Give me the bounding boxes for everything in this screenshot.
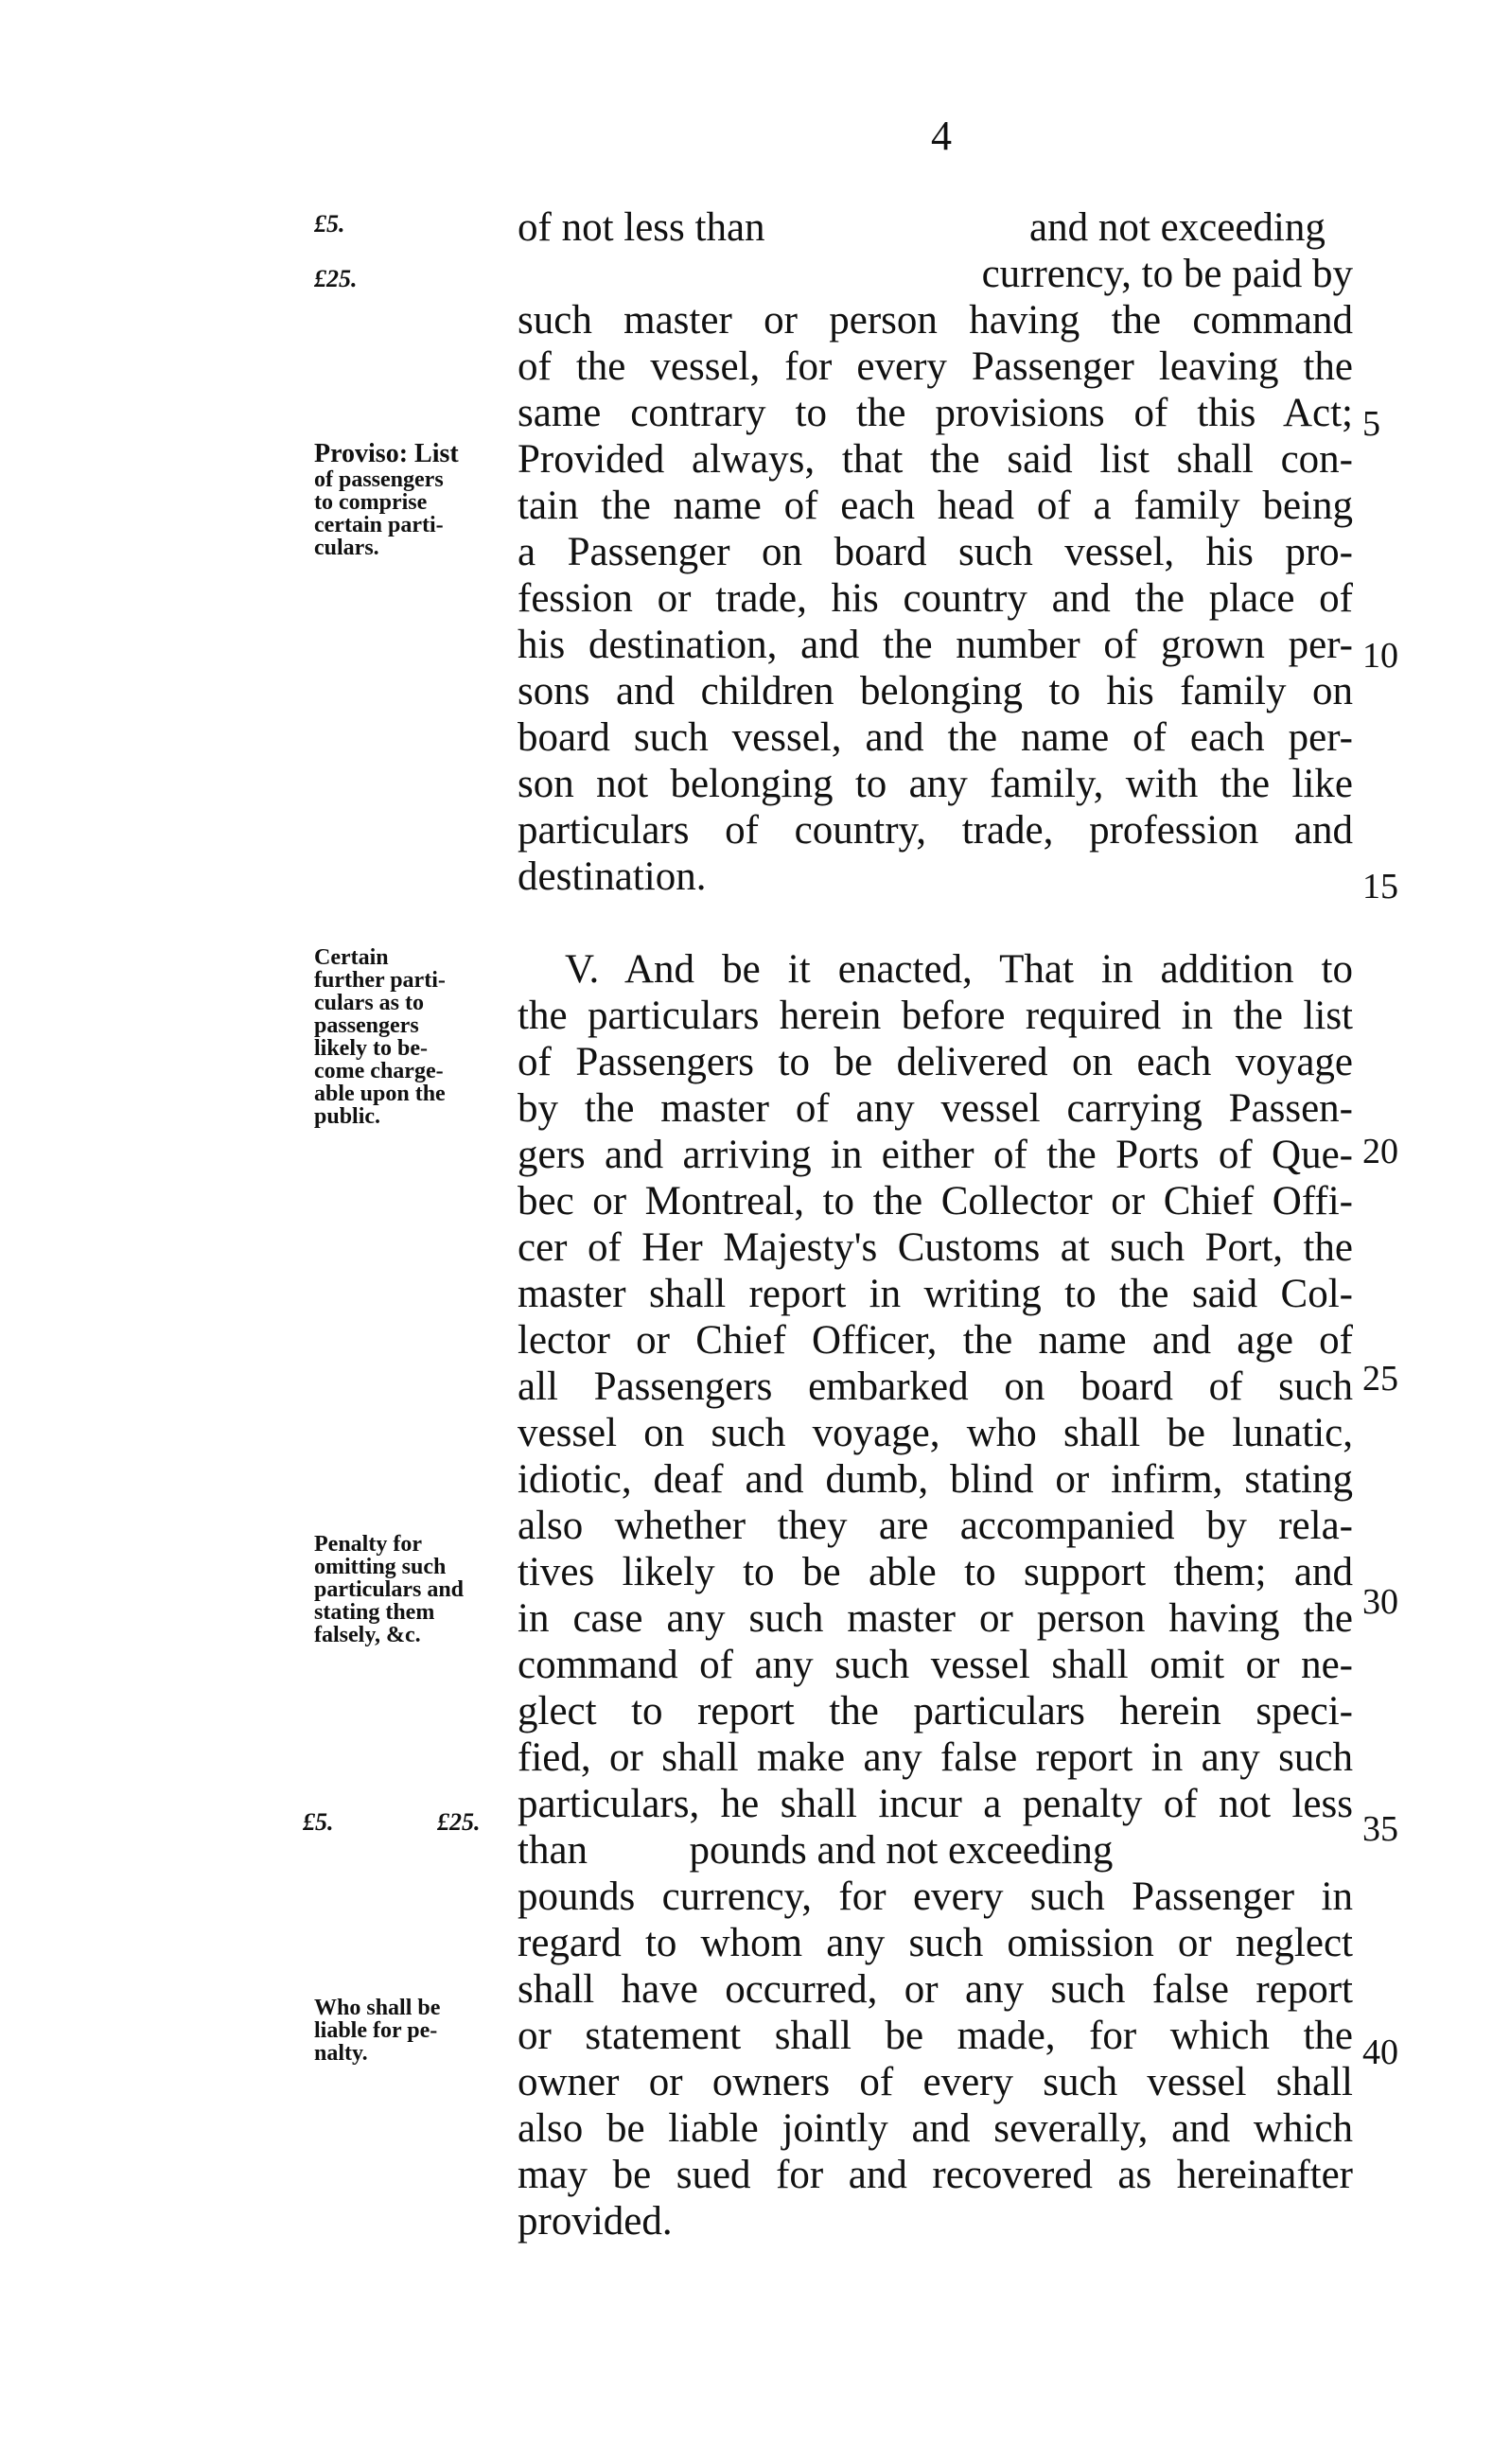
text-line: command of any such vessel shall omit or ne- xyxy=(518,1643,1353,1687)
text-line: all Passengers embarked on board of such xyxy=(518,1364,1353,1409)
text-line: owner or owners of every such vessel shall xyxy=(518,2060,1353,2104)
text-line: particulars, he shall incur a penalty of not less xyxy=(518,1782,1353,1826)
text-line: of Passengers to be delivered on each voyage xyxy=(518,1040,1353,1084)
sidenote-line: to comprise xyxy=(314,490,428,515)
line-number: 35 xyxy=(1362,1809,1398,1849)
sidenote-line: Certain xyxy=(314,945,389,970)
text-line: board such vessel, and the name of each per- xyxy=(518,715,1353,760)
text-line: pounds currency, for every such Passenger in xyxy=(518,1874,1353,1919)
sidenote-line: Penalty for xyxy=(314,1532,422,1557)
text-line: lector or Chief Officer, the name and age of xyxy=(518,1318,1353,1363)
text-line: of the vessel, for every Passenger leaving the xyxy=(518,344,1353,389)
sidenote-line: Proviso: List xyxy=(314,439,459,468)
text-line: glect to report the particulars herein speci- xyxy=(518,1689,1353,1734)
text-line: tives likely to be able to support them; and xyxy=(518,1550,1353,1594)
text-line: such master or person having the command xyxy=(518,298,1353,343)
text-line: Provided always, that the said list shall con- xyxy=(518,437,1353,482)
text-line: by the master of any vessel carrying Passen- xyxy=(518,1086,1353,1131)
amount-min-1: £5. xyxy=(314,210,345,238)
text-line: or statement shall be made, for which the xyxy=(518,2014,1353,2058)
sidenote-proviso xyxy=(314,440,503,559)
page-number: 4 xyxy=(931,113,952,159)
text-line: fied, or shall make any false report in any such xyxy=(518,1735,1353,1780)
sidenote-line: stating them xyxy=(314,1600,435,1625)
sidenote-line: of passengers xyxy=(314,467,444,492)
text-line: destination. xyxy=(518,854,707,899)
text-line: gers and arriving in either of the Ports of Que- xyxy=(518,1133,1353,1177)
text-line: in case any such master or person having the xyxy=(518,1596,1353,1641)
text-line: cer of Her Majesty's Customs at such Port, the xyxy=(518,1225,1353,1270)
line-number: 30 xyxy=(1362,1582,1398,1622)
text-line: V. And be it enacted, That in addition to xyxy=(565,947,1353,992)
sidenote-line: certain parti- xyxy=(314,513,444,537)
sidenote-line: Who shall be xyxy=(314,1996,441,2020)
text-line: master shall report in writing to the said Col- xyxy=(518,1272,1353,1316)
text-line: his destination, and the number of grown per- xyxy=(518,623,1353,667)
text-line: provided. xyxy=(518,2199,673,2244)
text-line: son not belonging to any family, with the like xyxy=(518,762,1353,806)
text-line: idiotic, deaf and dumb, blind or infirm, stating xyxy=(518,1457,1353,1502)
text-line: shall have occurred, or any such false report xyxy=(518,1967,1353,2012)
text-line: currency, to be paid by xyxy=(981,252,1353,296)
text-line: regard to whom any such omission or neglect xyxy=(518,1921,1353,1965)
line-number: 5 xyxy=(1362,404,1380,444)
sidenote-certain xyxy=(314,946,503,1128)
sidenote-line: come charge- xyxy=(314,1059,444,1083)
sidenote-who xyxy=(314,1997,503,2065)
sidenote-line: falsely, &c. xyxy=(314,1623,421,1647)
sidenote-line: likely to be- xyxy=(314,1036,428,1061)
text-line: may be sued for and recovered as hereinafter xyxy=(518,2153,1353,2197)
sidenote-line: able upon the xyxy=(314,1082,446,1106)
sidenote-penalty xyxy=(314,1533,503,1646)
line-number: 25 xyxy=(1362,1359,1398,1399)
sidenote-line: liable for pe- xyxy=(314,2018,438,2043)
text-line: also be liable jointly and severally, and which xyxy=(518,2106,1353,2151)
sidenote-line: culars. xyxy=(314,536,379,560)
sidenote-line: omitting such xyxy=(314,1555,447,1579)
text-line: same contrary to the provisions of this Act; xyxy=(518,391,1353,435)
sidenote-line: particulars and xyxy=(314,1577,465,1602)
text-line: particulars of country, trade, profession and xyxy=(518,808,1353,853)
line-number: 40 xyxy=(1362,2033,1398,2072)
line-number: 10 xyxy=(1362,636,1398,676)
text-line: than pounds and not exceeding xyxy=(518,1828,1114,1873)
text-line: of not less than and not exceeding xyxy=(518,205,1326,250)
sidenote-line: culars as to xyxy=(314,991,424,1015)
sidenote-line: passengers xyxy=(314,1013,419,1038)
amount-max-2: £25. xyxy=(437,1808,481,1836)
text-line: fession or trade, his country and the place of xyxy=(518,576,1353,621)
text-line: vessel on such voyage, who shall be lunatic, xyxy=(518,1411,1353,1455)
amount-min-2: £5. xyxy=(303,1808,334,1836)
amount-max-1: £25. xyxy=(314,265,358,292)
sidenote-line: nalty. xyxy=(314,2041,368,2066)
sidenote-line: public. xyxy=(314,1104,381,1129)
text-line: the particulars herein before required in the list xyxy=(518,994,1353,1038)
line-number: 15 xyxy=(1362,867,1398,906)
text-line: a Passenger on board such vessel, his pro- xyxy=(518,530,1353,574)
text-line: sons and children belonging to his family on xyxy=(518,669,1353,713)
text-line: also whether they are accompanied by rela- xyxy=(518,1504,1353,1548)
text-line: tain the name of each head of a family being xyxy=(518,484,1353,528)
text-line: bec or Montreal, to the Collector or Chief Offi- xyxy=(518,1179,1353,1223)
sidenote-line: further parti- xyxy=(314,968,446,993)
line-number: 20 xyxy=(1362,1132,1398,1171)
